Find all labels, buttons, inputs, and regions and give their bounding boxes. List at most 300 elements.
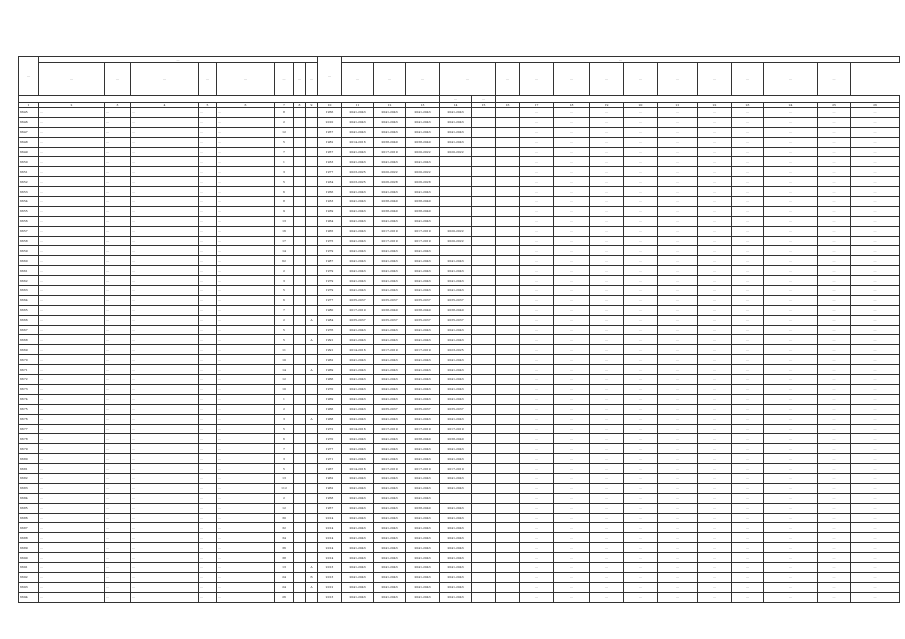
table-cell <box>306 305 318 315</box>
table-cell: … <box>698 553 732 563</box>
table-cell: … <box>732 483 764 493</box>
table-cell: … <box>217 414 275 424</box>
table-cell <box>294 157 306 167</box>
table-row <box>19 167 900 177</box>
table-cell: … <box>851 365 900 375</box>
table-cell: … <box>554 157 590 167</box>
table-cell <box>306 345 318 355</box>
table-cell: … <box>520 355 554 365</box>
table-cell: … <box>199 295 217 305</box>
table-cell: 24 <box>275 572 294 582</box>
table-cell: … <box>851 335 900 345</box>
table-cell <box>496 266 520 276</box>
table-cell: 2041-2043 <box>374 483 406 493</box>
table-cell: … <box>624 414 658 424</box>
table-cell: … <box>199 216 217 226</box>
table-cell: 2041-2043 <box>406 157 440 167</box>
table-cell: 1962 <box>318 355 342 365</box>
table-cell <box>472 127 496 137</box>
table-cell: 13 <box>275 473 294 483</box>
table-cell: А <box>306 365 318 375</box>
table-cell <box>496 473 520 483</box>
table-cell: … <box>590 325 624 335</box>
table-cell: … <box>39 365 105 375</box>
table-row <box>19 592 900 602</box>
table-cell: … <box>199 483 217 493</box>
header-sewer-title: … <box>466 77 469 81</box>
table-cell: 2041-2043 <box>406 592 440 602</box>
table-cell: 1979 <box>318 276 342 286</box>
table-cell <box>472 464 496 474</box>
table-cell: … <box>624 384 658 394</box>
table-cell: 13 <box>275 216 294 226</box>
table-cell: … <box>658 157 698 167</box>
table-cell: … <box>732 117 764 127</box>
table-cell <box>496 325 520 335</box>
table-cell: 1956 <box>318 108 342 118</box>
table-cell: … <box>732 157 764 167</box>
table-cell: 6675 <box>19 404 39 414</box>
table-cell <box>472 236 496 246</box>
table-cell: 2041-2043 <box>440 553 472 563</box>
table-cell: … <box>698 375 732 385</box>
table-cell: … <box>590 216 624 226</box>
table-cell: … <box>624 394 658 404</box>
table-cell: … <box>698 493 732 503</box>
table-cell <box>306 543 318 553</box>
table-cell: … <box>818 206 851 216</box>
table-cell: … <box>698 572 732 582</box>
table-cell: 2012 <box>318 582 342 592</box>
table-cell <box>496 483 520 493</box>
table-cell: … <box>199 177 217 187</box>
table-cell <box>294 256 306 266</box>
table-cell: … <box>698 473 732 483</box>
table-cell: … <box>732 216 764 226</box>
table-cell <box>294 167 306 177</box>
table-cell: … <box>105 187 131 197</box>
table-cell: … <box>698 562 732 572</box>
table-cell: … <box>851 177 900 187</box>
table-cell: … <box>590 315 624 325</box>
table-cell: … <box>590 414 624 424</box>
table-cell: … <box>698 206 732 216</box>
table-cell: 8 <box>275 197 294 207</box>
table-cell: … <box>764 108 818 118</box>
table-cell: … <box>851 454 900 464</box>
table-cell: … <box>732 464 764 474</box>
table-cell: … <box>39 483 105 493</box>
table-cell <box>440 246 472 256</box>
table-cell: … <box>732 572 764 582</box>
table-cell: … <box>818 523 851 533</box>
table-cell: … <box>698 345 732 355</box>
table-cell: … <box>590 394 624 404</box>
table-cell: … <box>217 375 275 385</box>
table-cell: … <box>818 276 851 286</box>
table-cell: … <box>764 286 818 296</box>
table-cell: … <box>732 147 764 157</box>
table-cell: … <box>217 355 275 365</box>
table-cell: 2041-2043 <box>342 533 374 543</box>
table-cell: 2041-2043 <box>440 444 472 454</box>
table-cell: … <box>624 533 658 543</box>
table-cell: … <box>131 266 199 276</box>
table-cell: 6 <box>275 187 294 197</box>
table-cell: … <box>131 493 199 503</box>
table-cell: … <box>851 582 900 592</box>
table-cell: 24 <box>275 582 294 592</box>
table-cell: … <box>590 246 624 256</box>
table-cell: 36 <box>275 543 294 553</box>
table-cell: … <box>131 414 199 424</box>
table-row <box>19 137 900 147</box>
table-cell: 2038-2040 <box>406 503 440 513</box>
table-cell <box>472 582 496 592</box>
table-cell: … <box>217 523 275 533</box>
table-cell: … <box>217 454 275 464</box>
table-cell: … <box>39 473 105 483</box>
table-cell: … <box>698 384 732 394</box>
table-cell: … <box>818 117 851 127</box>
table-cell <box>472 295 496 305</box>
table-cell: … <box>217 473 275 483</box>
table-cell: 2035-2037 <box>342 315 374 325</box>
table-cell <box>472 197 496 207</box>
table-cell: … <box>554 167 590 177</box>
table-cell: 2041-2043 <box>406 325 440 335</box>
table-cell <box>294 127 306 137</box>
table-cell: … <box>39 266 105 276</box>
table-cell: 1979 <box>318 286 342 296</box>
repair-schedule-table <box>18 56 900 603</box>
header-year-built: … <box>318 57 342 96</box>
table-cell: 2041-2043 <box>374 473 406 483</box>
table-cell: А <box>306 315 318 325</box>
table-cell: 2017-2019 <box>342 305 374 315</box>
table-row <box>19 493 900 503</box>
table-cell: 2017-2019 <box>374 345 406 355</box>
table-cell: 2041-2043 <box>440 414 472 424</box>
table-cell: … <box>39 414 105 424</box>
table-cell: … <box>217 434 275 444</box>
table-cell: … <box>658 404 698 414</box>
table-cell <box>496 424 520 434</box>
table-cell: … <box>217 493 275 503</box>
header-settlement-type: … <box>105 63 131 96</box>
table-cell: … <box>217 246 275 256</box>
table-cell: … <box>520 582 554 592</box>
table-cell <box>306 483 318 493</box>
table-cell: 2017-2019 <box>374 236 406 246</box>
table-cell <box>440 157 472 167</box>
table-cell: … <box>590 355 624 365</box>
table-cell <box>472 493 496 503</box>
table-cell <box>472 384 496 394</box>
header-sewer-sub-b: … <box>472 96 496 103</box>
table-cell <box>496 187 520 197</box>
table-row <box>19 404 900 414</box>
table-cell <box>294 503 306 513</box>
table-cell: … <box>732 305 764 315</box>
table-cell: … <box>851 236 900 246</box>
table-cell: … <box>131 325 199 335</box>
table-cell: … <box>818 384 851 394</box>
table-cell <box>294 206 306 216</box>
table-cell: 2041-2043 <box>342 187 374 197</box>
table-cell: … <box>764 295 818 305</box>
table-cell: … <box>554 365 590 375</box>
table-cell <box>294 582 306 592</box>
table-cell <box>294 117 306 127</box>
table-cell: 6669 <box>19 345 39 355</box>
table-cell: … <box>851 246 900 256</box>
table-cell: … <box>590 266 624 276</box>
table-cell: … <box>105 523 131 533</box>
table-cell: 2041-2043 <box>406 108 440 118</box>
table-cell <box>496 295 520 305</box>
table-cell: 1964 <box>318 216 342 226</box>
table-cell: 6674 <box>19 394 39 404</box>
table-cell: 2041-2043 <box>374 513 406 523</box>
table-cell: 2041-2043 <box>374 266 406 276</box>
table-cell: … <box>39 216 105 226</box>
table-cell: … <box>818 157 851 167</box>
column-number: 11 <box>342 103 374 108</box>
table-cell: … <box>698 246 732 256</box>
table-cell: … <box>624 355 658 365</box>
table-cell: … <box>732 404 764 414</box>
table-cell: 2041-2043 <box>374 187 406 197</box>
table-cell: … <box>764 414 818 424</box>
table-cell: … <box>624 108 658 118</box>
table-cell: 2017-2019 <box>440 424 472 434</box>
table-cell <box>496 533 520 543</box>
table-cell: 2017-2019 <box>406 236 440 246</box>
column-number: 7 <box>275 103 294 108</box>
table-cell <box>306 137 318 147</box>
table-cell: 2041-2043 <box>440 365 472 375</box>
table-cell: … <box>554 404 590 414</box>
table-cell: 2041-2043 <box>406 355 440 365</box>
table-cell <box>306 197 318 207</box>
table-row <box>19 197 900 207</box>
table-cell: 2041-2043 <box>440 582 472 592</box>
table-row <box>19 375 900 385</box>
header-facade-repair: … <box>374 63 406 96</box>
column-number: 16 <box>496 103 520 108</box>
table-cell: … <box>105 355 131 365</box>
table-cell: 13 <box>275 562 294 572</box>
table-cell <box>472 305 496 315</box>
table-cell: … <box>818 305 851 315</box>
table-cell <box>472 167 496 177</box>
table-cell: 6676 <box>19 414 39 424</box>
table-cell <box>294 384 306 394</box>
table-cell: 1962 <box>318 483 342 493</box>
table-cell: А <box>306 582 318 592</box>
table-cell: … <box>199 197 217 207</box>
table-cell: 2041-2043 <box>406 553 440 563</box>
table-cell: … <box>698 335 732 345</box>
table-cell: … <box>851 394 900 404</box>
table-cell <box>496 246 520 256</box>
table-cell: 6661 <box>19 266 39 276</box>
table-cell: … <box>520 127 554 137</box>
table-cell: … <box>131 246 199 256</box>
table-cell: … <box>199 384 217 394</box>
table-cell: … <box>199 414 217 424</box>
table-cell: … <box>851 523 900 533</box>
table-cell: … <box>217 394 275 404</box>
table-cell: … <box>732 127 764 137</box>
table-cell: … <box>590 404 624 414</box>
table-cell: … <box>39 206 105 216</box>
table-cell: … <box>851 137 900 147</box>
table-cell: … <box>698 365 732 375</box>
table-row <box>19 582 900 592</box>
table-cell: 2041-2043 <box>342 493 374 503</box>
table-cell: … <box>217 177 275 187</box>
table-cell: … <box>764 562 818 572</box>
table-cell: 2014-2016 <box>342 464 374 474</box>
table-cell: … <box>698 454 732 464</box>
table-cell: 1967 <box>318 464 342 474</box>
table-cell <box>294 187 306 197</box>
table-cell <box>472 444 496 454</box>
table-cell: … <box>105 286 131 296</box>
column-number: 4 <box>131 103 199 108</box>
table-cell: … <box>851 404 900 414</box>
table-cell: 2041-2043 <box>406 117 440 127</box>
table-cell: 2041-2043 <box>342 414 374 424</box>
table-cell: … <box>818 246 851 256</box>
table-cell: … <box>199 404 217 414</box>
table-row <box>19 315 900 325</box>
table-cell: … <box>39 434 105 444</box>
table-cell <box>306 493 318 503</box>
table-cell <box>472 375 496 385</box>
table-cell: … <box>131 543 199 553</box>
table-cell: … <box>131 523 199 533</box>
table-cell: 6670 <box>19 355 39 365</box>
table-cell <box>472 226 496 236</box>
table-cell: … <box>520 444 554 454</box>
table-cell: … <box>199 167 217 177</box>
table-cell <box>294 147 306 157</box>
table-cell: … <box>105 553 131 563</box>
table-cell: … <box>105 157 131 167</box>
table-cell: … <box>764 493 818 503</box>
table-cell: … <box>520 236 554 246</box>
table-cell: … <box>851 276 900 286</box>
table-cell: … <box>698 434 732 444</box>
table-cell: 2023-2025 <box>440 345 472 355</box>
table-cell: … <box>520 513 554 523</box>
table-cell: … <box>658 533 698 543</box>
table-cell: … <box>520 473 554 483</box>
table-cell: … <box>624 276 658 286</box>
table-cell: 6668 <box>19 335 39 345</box>
table-row <box>19 127 900 137</box>
table-cell: … <box>554 197 590 207</box>
table-cell: … <box>131 404 199 414</box>
table-cell: 1957 <box>318 127 342 137</box>
table-cell: … <box>590 108 624 118</box>
table-cell: … <box>105 582 131 592</box>
table-cell: … <box>732 137 764 147</box>
table-cell <box>294 513 306 523</box>
table-cell: … <box>764 464 818 474</box>
table-cell: 2041-2043 <box>342 592 374 602</box>
table-cell: … <box>217 256 275 266</box>
table-cell: … <box>818 582 851 592</box>
table-cell: … <box>624 424 658 434</box>
table-cell <box>294 414 306 424</box>
table-cell: 2020-2022 <box>440 236 472 246</box>
table-cell: 2017-2019 <box>406 464 440 474</box>
table-cell: … <box>217 117 275 127</box>
table-cell: 3 <box>275 414 294 424</box>
table-cell: … <box>658 493 698 503</box>
table-row <box>19 444 900 454</box>
table-cell: … <box>624 147 658 157</box>
table-cell: … <box>554 483 590 493</box>
table-cell: … <box>131 216 199 226</box>
table-cell: 2020-2022 <box>440 147 472 157</box>
table-cell: 2041-2043 <box>440 276 472 286</box>
table-cell <box>496 345 520 355</box>
table-cell: … <box>851 473 900 483</box>
table-cell: … <box>764 236 818 246</box>
table-cell: … <box>199 335 217 345</box>
table-cell: … <box>131 335 199 345</box>
table-cell: … <box>520 572 554 582</box>
table-row <box>19 216 900 226</box>
table-cell: … <box>658 434 698 444</box>
table-cell: 2041-2043 <box>342 246 374 256</box>
table-cell <box>294 404 306 414</box>
table-cell: 2041-2043 <box>374 325 406 335</box>
table-cell: … <box>851 206 900 216</box>
table-cell: … <box>520 187 554 197</box>
table-cell <box>306 246 318 256</box>
table-cell: Б <box>306 572 318 582</box>
table-cell: … <box>698 157 732 167</box>
table-cell: … <box>217 572 275 582</box>
table-cell: … <box>199 206 217 216</box>
table-cell: 1984 <box>318 315 342 325</box>
table-cell: 112 <box>275 483 294 493</box>
table-cell: … <box>554 375 590 385</box>
table-cell: 9 <box>275 206 294 216</box>
header-street-name: … <box>217 63 275 96</box>
table-cell: … <box>520 266 554 276</box>
table-cell: 2041-2043 <box>342 355 374 365</box>
table-cell: … <box>105 108 131 118</box>
table-cell: … <box>658 325 698 335</box>
table-cell: 2041-2043 <box>440 117 472 127</box>
table-cell: … <box>851 513 900 523</box>
table-cell: … <box>520 394 554 404</box>
table-cell: … <box>520 464 554 474</box>
header-house: … <box>275 63 294 96</box>
table-cell <box>496 513 520 523</box>
column-number: 5 <box>199 103 217 108</box>
table-cell <box>472 147 496 157</box>
table-cell <box>306 404 318 414</box>
table-cell: 2041-2043 <box>440 108 472 118</box>
